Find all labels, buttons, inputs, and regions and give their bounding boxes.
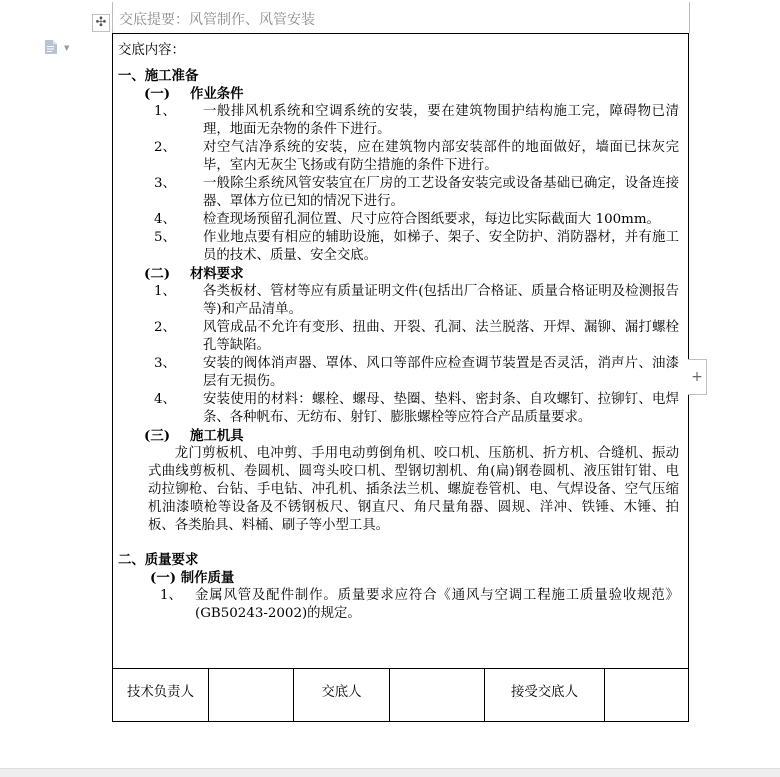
subsection-heading: (一) 制作质量 — [150, 570, 235, 586]
item-text: 各类板材、管材等应有质量证明文件(包括出厂合格证、质量合格证明及检测报告等)和产品清单。 — [203, 284, 679, 317]
item-number: 3、 — [154, 356, 176, 371]
section-heading: 二、质量要求 — [118, 552, 199, 568]
spacer — [118, 535, 683, 551]
list-item — [118, 175, 683, 211]
list-item — [118, 391, 683, 427]
presenter-signature-cell[interactable] — [390, 669, 485, 722]
item-number: 5、 — [154, 230, 176, 245]
disclosure-content-cell[interactable] — [112, 33, 689, 722]
list-item — [118, 229, 683, 265]
document-icon[interactable] — [45, 40, 57, 54]
item-number: 3、 — [154, 176, 176, 191]
item-number: 2、 — [154, 320, 176, 335]
item-number: 4、 — [154, 392, 176, 407]
item-text: 安装的阀体消声器、罩体、风口等部件应检查调节装置是否灵活，消声片、油漆层有无损伤。 — [203, 356, 679, 389]
subsection-number: (三) — [144, 428, 171, 444]
subsection-number: (一) — [144, 86, 171, 102]
summary-label: 交底提要：风管制作、风管安装 — [119, 12, 315, 28]
item-number: 4、 — [154, 212, 176, 227]
receiver-signature-cell[interactable] — [605, 669, 688, 722]
subsection-title: 作业条件 — [190, 86, 244, 102]
subsection-heading — [118, 427, 683, 445]
add-row-button[interactable]: + — [688, 359, 707, 395]
presenter-label: 交底人 — [294, 669, 390, 722]
intro-label: 交底内容： — [118, 43, 185, 58]
item-text: 作业地点要有相应的辅助设施，如梯子、架子、安全防护、消防器材，并有施工员的技术、质量、安全交底。 — [203, 230, 679, 263]
list-item — [118, 103, 683, 139]
tech-lead-signature-cell[interactable] — [209, 669, 294, 722]
caret-down-icon[interactable]: ▼ — [64, 44, 70, 52]
list-item — [118, 587, 683, 623]
item-text: 金属风管及配件制作。质量要求应符合《通风与空调工程施工质量验收规范》(GB50243-2002)的规定。 — [195, 588, 679, 621]
move-table-handle[interactable]: ✣ — [92, 14, 110, 32]
item-number: 2、 — [154, 140, 176, 155]
item-number: 1、 — [154, 284, 176, 299]
item-text: 安装使用的材料：螺栓、螺母、垫圈、垫料、密封条、自攻螺钉、拉铆钉、电焊条、各种帆布、无纺布、射钉、膨胀螺栓等应符合产品质量要求。 — [203, 392, 679, 425]
item-number: 1、 — [154, 104, 176, 119]
list-item — [118, 283, 683, 319]
list-item — [118, 211, 683, 229]
item-text: 一般排风机系统和空调系统的安装，要在建筑物围护结构施工完，障碍物已清理，地面无杂物的条件下进行。 — [203, 104, 679, 137]
item-number: 1、 — [160, 588, 182, 603]
list-item — [118, 355, 683, 391]
subsection-title: 材料要求 — [190, 266, 244, 282]
list-item — [118, 319, 683, 355]
content-body — [118, 42, 683, 623]
bottom-bar — [0, 768, 780, 777]
subsection-heading — [118, 265, 683, 283]
item-text: 风管成品不允许有变形、扭曲、开裂、孔洞、法兰脱落、开焊、漏铆、漏打螺栓孔等缺陷。 — [203, 320, 679, 353]
section-heading: 一、施工准备 — [118, 68, 199, 84]
list-item — [118, 139, 683, 175]
subsection-title: 施工机具 — [190, 428, 244, 444]
signature-row — [113, 668, 688, 722]
item-text: 对空气洁净系统的安装，应在建筑物内部安装部件的地面做好，墙面已抹灰完毕，室内无灰尘飞扬或有防尘措施的条件下进行。 — [203, 140, 679, 173]
tech-lead-label: 技术负责人 — [113, 669, 209, 722]
receiver-label: 接受交底人 — [485, 669, 605, 722]
item-text: 检查现场预留孔洞位置、尺寸应符合图纸要求，每边比实际截面大 100mm。 — [203, 212, 660, 227]
item-text: 一般除尘系统风管安装宜在厂房的工艺设备安装完或设备基础已确定，设备连接器、罩体方位已知的情况下进行。 — [203, 176, 679, 209]
subsection-number: (二) — [144, 266, 171, 282]
tools-paragraph: 龙门剪板机、电冲剪、手用电动剪倒角机、咬口机、压筋机、折方机、合缝机、振动式曲线剪板机、卷圆机、圆弯头咬口机、型钢切割机、角(扁)钢卷圆机、液压钳钉钳、电动拉铆枪、台钻、手电钻、冲孔机、插条法兰机、螺旋卷管机、电、气焊设备、空气压缩机油漆喷枪等设备及不锈钢板尺、钢直尺、角尺量角器、圆规、洋冲、铁锤、木锤、拍板、各类胎具、料桶、刷子等小型工具。 — [148, 446, 679, 533]
summary-row — [112, 2, 690, 33]
subsection-heading — [118, 85, 683, 103]
